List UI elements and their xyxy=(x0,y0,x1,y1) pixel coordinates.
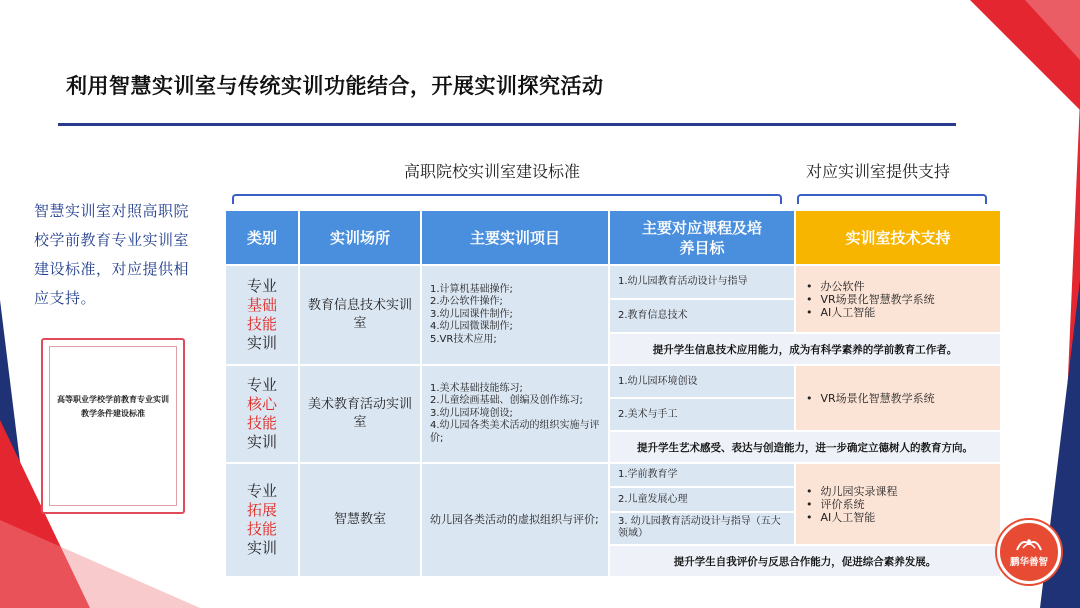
support-item: • 幼儿园实录课程 xyxy=(806,485,898,498)
category-word: 技能 xyxy=(246,414,277,432)
course-item: 1.幼儿园环境创设 xyxy=(610,366,794,397)
row-3-tech-support xyxy=(796,464,1000,544)
row-3-training-goal: 提升学生自我评价与反思合作能力，促进综合素养发展。 xyxy=(610,546,1000,576)
training-item: 2.办公软件操作; xyxy=(430,296,503,308)
category-word: 实训 xyxy=(246,433,277,451)
header-tech-support: 实训室技术支持 xyxy=(796,211,1000,264)
course-item: 2.儿童发展心理 xyxy=(610,488,794,510)
support-item: • VR场景化智慧教学系统 xyxy=(806,392,935,405)
section-heading-support: 对应实训室提供支持 xyxy=(806,162,951,181)
course-item: 3. 幼儿园教育活动设计与指导（五大领域） xyxy=(610,513,794,544)
training-item: 4.幼儿园微课制作; xyxy=(430,321,513,333)
header-venue: 实训场所 xyxy=(300,211,420,264)
category-word: 技能 xyxy=(246,520,277,538)
training-item: 2.儿童绘画基础、创编及创作练习; xyxy=(430,395,583,407)
page-title: 利用智慧实训室与传统实训功能结合，开展实训探究活动 xyxy=(66,74,604,98)
training-item: 5.VR技术应用; xyxy=(430,333,497,345)
support-item: • 评价系统 xyxy=(806,498,898,511)
row-2-training-goal: 提升学生艺术感受、表达与创造能力，进一步确定立德树人的教育方向。 xyxy=(610,432,1000,462)
row-2-courses-support xyxy=(610,366,1000,462)
support-bracket xyxy=(797,194,987,204)
header-courses-goals: 主要对应课程及培养目标 xyxy=(610,211,794,264)
category-word: 实训 xyxy=(246,334,277,352)
row-3-courses xyxy=(610,464,794,544)
logo-text: 鹏华善智 xyxy=(1009,557,1048,568)
support-item: • 办公软件 xyxy=(806,280,935,293)
document-title: 高等职业学校学前教育专业实训教学条件建设标准 xyxy=(57,394,169,418)
brand-logo xyxy=(997,520,1061,584)
row-3-category xyxy=(226,464,298,576)
section-heading-standard: 高职院校实训室建设标准 xyxy=(404,162,581,181)
row-1-venue: 教育信息技术实训室 xyxy=(300,266,420,364)
row-1-tech-support xyxy=(796,266,1000,332)
category-word: 实训 xyxy=(246,539,277,557)
row-2-tech-support xyxy=(796,366,1000,430)
course-item: 2.美术与手工 xyxy=(610,399,794,430)
row-3-courses-support xyxy=(610,464,1000,576)
logo-emblem-icon xyxy=(1014,536,1044,552)
category-word: 拓展 xyxy=(246,501,277,519)
standard-document-thumbnail[interactable] xyxy=(41,338,185,514)
top-right-decoration xyxy=(930,0,1080,110)
standard-bracket xyxy=(232,194,782,204)
row-1-category xyxy=(226,266,298,364)
course-item: 2.教育信息技术 xyxy=(610,300,794,332)
training-item: 3.幼儿园课件制作; xyxy=(430,308,513,320)
header-training-items: 主要实训项目 xyxy=(422,211,608,264)
row-1-courses-support xyxy=(610,266,1000,364)
category-word: 技能 xyxy=(246,315,277,333)
training-item: 幼儿园各类活动的虚拟组织与评价; xyxy=(430,512,599,526)
category-word: 核心 xyxy=(246,395,277,413)
row-2-courses xyxy=(610,366,794,430)
category-word: 专业 xyxy=(246,376,277,394)
course-item: 1.学前教育学 xyxy=(610,464,794,486)
training-item: 1.美术基础技能练习; xyxy=(430,382,523,394)
category-word: 基础 xyxy=(246,296,277,314)
row-2-training-items xyxy=(422,366,608,462)
row-3-training-items xyxy=(422,464,608,576)
row-3-venue: 智慧教室 xyxy=(300,464,420,576)
row-1-courses xyxy=(610,266,794,332)
support-item: • VR场景化智慧教学系统 xyxy=(806,293,935,306)
row-1-training-items xyxy=(422,266,608,364)
title-underline xyxy=(58,123,956,126)
header-category: 类别 xyxy=(226,211,298,264)
document-inner-border xyxy=(49,346,177,506)
row-2-venue: 美术教育活动实训室 xyxy=(300,366,420,462)
course-item: 1.幼儿园教育活动设计与指导 xyxy=(610,266,794,298)
training-item: 3.幼儿园环境创设; xyxy=(430,407,513,419)
support-item: • AI人工智能 xyxy=(806,511,898,524)
row-1-training-goal: 提升学生信息技术应用能力，成为有科学素养的学前教育工作者。 xyxy=(610,334,1000,364)
category-word: 专业 xyxy=(246,277,277,295)
row-2-category xyxy=(226,366,298,462)
training-standards-table xyxy=(226,211,992,570)
training-item: 4.幼儿园各类美术活动的组织实施与评价; xyxy=(430,420,600,444)
training-item: 1.计算机基础操作; xyxy=(430,283,513,295)
support-item: • AI人工智能 xyxy=(806,306,935,319)
intro-text: 智慧实训室对照高职院校学前教育专业实训室建设标准，对应提供相应支持。 xyxy=(34,202,190,307)
category-word: 专业 xyxy=(246,482,277,500)
